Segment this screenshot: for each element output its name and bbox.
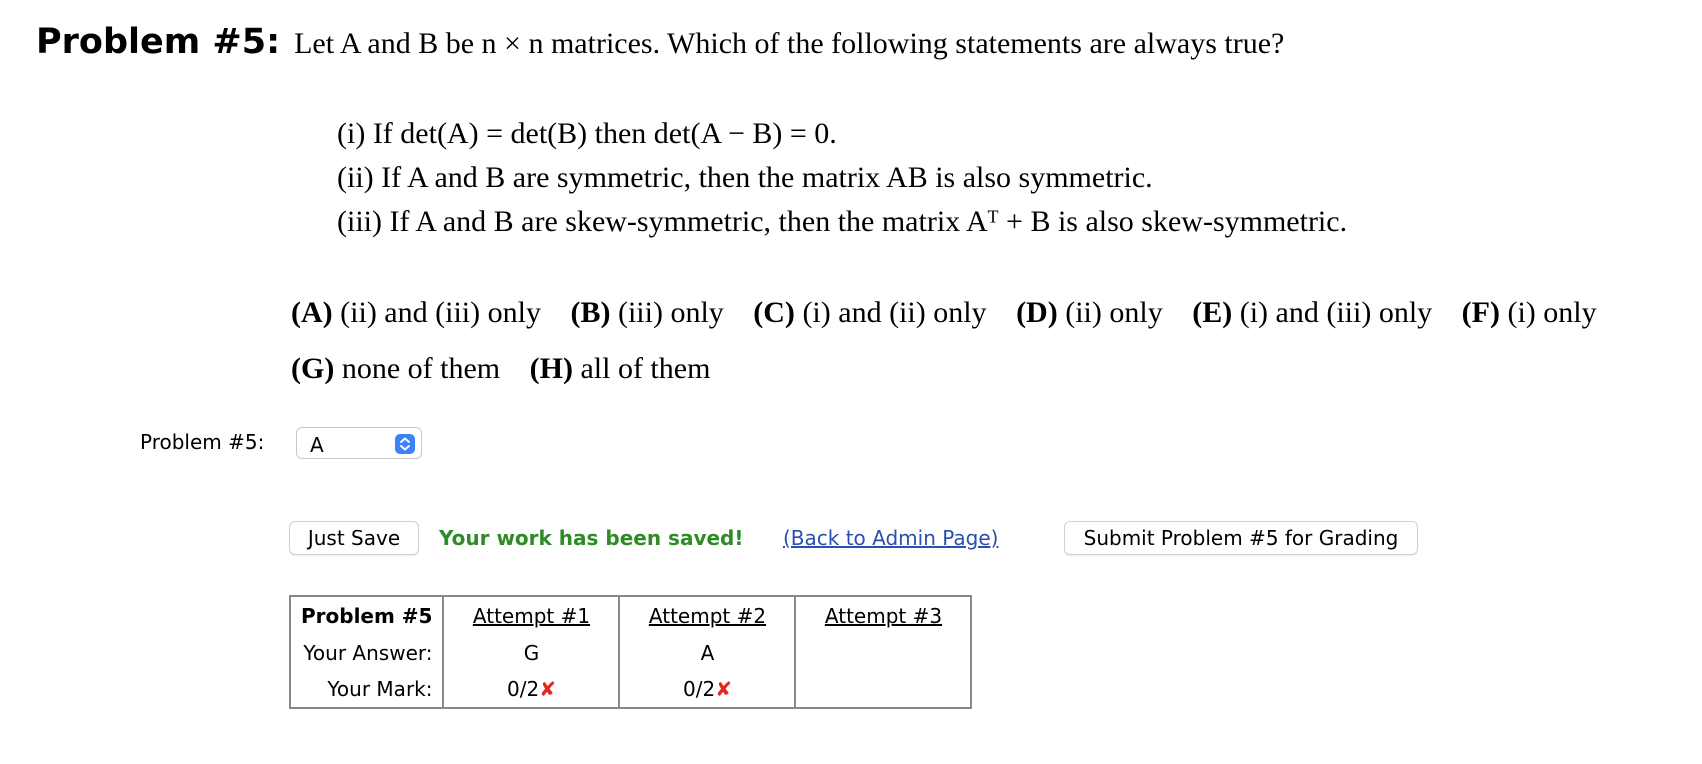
problem-prompt: Let A and B be n × n matrices. Which of the following statements are always true? [294,27,1285,60]
choice-letter: (B) [570,296,611,329]
problem-title: Problem #5: [36,22,281,62]
choice-b [570,296,723,329]
choice-letter: (D) [1016,296,1058,329]
choice-e [1192,296,1432,329]
choice-a [291,296,541,329]
answer-select[interactable] [296,427,422,459]
submit-for-grading-button[interactable]: Submit Problem #5 for Grading [1064,521,1418,555]
choice-h [530,352,711,385]
choice-f [1462,296,1597,329]
choice-c [753,296,986,329]
just-save-button[interactable]: Just Save [289,521,419,555]
table-header-problem: Problem #5 [301,604,433,628]
attempt-2-answer: A [619,635,795,671]
saved-message: Your work has been saved! [439,526,744,550]
choice-text: (ii) and (iii) only [340,296,541,329]
choice-letter: (C) [753,296,795,329]
attempt-1-mark [443,671,619,708]
x-mark-icon: ✘ [715,677,732,701]
choice-text: none of them [341,352,501,385]
choice-text: (i) and (ii) only [802,296,987,329]
choice-text: (iii) only [617,296,724,329]
choice-text: (i) and (iii) only [1239,296,1433,329]
choice-letter: (G) [291,352,335,385]
attempt-2-mark [619,671,795,708]
mark-value: 0/2 [507,677,540,701]
choice-d [1016,296,1163,329]
attempt-1-answer: G [443,635,619,671]
choice-letter: (H) [529,352,573,385]
answer-label: Problem #5: [140,430,265,454]
choice-g [291,352,500,385]
choice-text: (i) only [1507,296,1597,329]
choices-row [291,296,1619,330]
your-mark-label: Your Mark: [327,677,433,701]
statement-iii: (iii) If A and B are skew-symmetric, then the matrix Aᵀ + B is also skew-symmetric. [337,205,1348,238]
x-mark-icon: ✘ [539,677,556,701]
your-answer-label: Your Answer: [303,641,433,665]
choice-text: (ii) only [1065,296,1163,329]
choice-letter: (F) [1461,296,1500,329]
attempt-2-link[interactable]: Attempt #2 [619,596,795,635]
attempt-3-mark [795,671,971,708]
attempt-3-answer [795,635,971,671]
select-arrows-icon [395,434,415,454]
table-header-row [290,596,971,635]
attempts-table [289,595,972,709]
choice-letter: (E) [1192,296,1233,329]
problem-header [36,22,1284,62]
choices-row [291,352,732,386]
table-row [290,635,971,671]
choice-letter: (A) [291,296,333,329]
mark-value: 0/2 [683,677,716,701]
statement-list [337,112,1347,244]
back-to-admin-link[interactable]: (Back to Admin Page) [783,526,999,550]
statement-i: (i) If det(A) = det(B) then det(A − B) = 0. [337,117,837,150]
answer-selected-value: A [310,433,324,457]
attempt-3-link[interactable]: Attempt #3 [795,596,971,635]
attempt-1-link[interactable]: Attempt #1 [443,596,619,635]
statement-ii: (ii) If A and B are symmetric, then the matrix AB is also symmetric. [337,161,1153,194]
choice-text: all of them [580,352,711,385]
table-row [290,671,971,708]
